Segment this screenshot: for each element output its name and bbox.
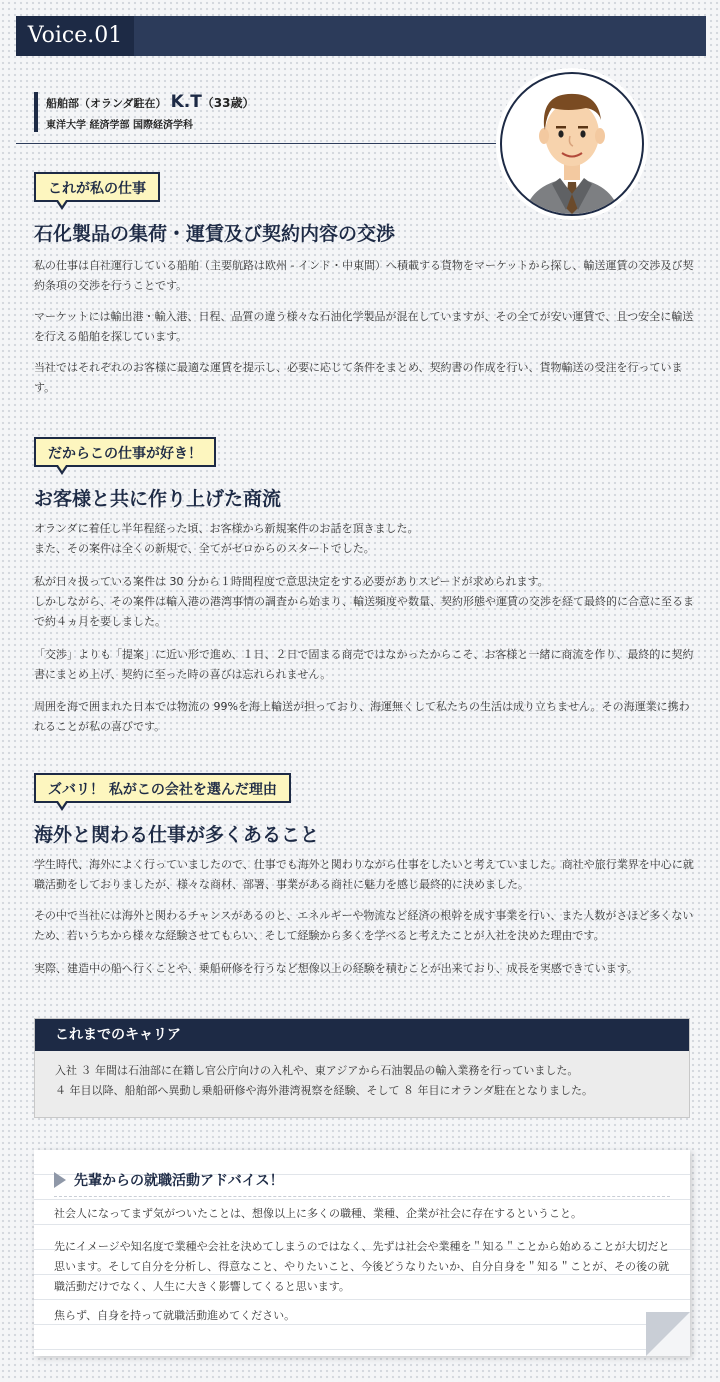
career-box [34,1018,690,1118]
profile-name: K.T [170,92,202,112]
career-line-2: ４ 年目以降、船舶部へ異動し乗船研修や海外港湾視察を経験、そして ８ 年目にオランダ駐在となりました。 [55,1084,594,1097]
career-body [35,1051,689,1111]
section-2-paragraph-1: オランダに着任し半年程経った頃、お客様から新規案件のお話を頂きました。 また、その案件は全くの新規で、全てがゼロからのスタートでした。 [34,522,419,555]
advice-paragraph-3: 焦らず、自身を持って就職活動進めてください。 [54,1309,296,1322]
profile [34,92,255,132]
section-2-title: お客様と共に作り上げた商流 [34,488,282,510]
career-title: これまでのキャリア [35,1019,689,1051]
section-1-tag: これが私の仕事 [34,172,160,202]
advice-heading [54,1170,284,1190]
section-2-paragraph-2: 私が日々扱っている案件は 30 分から１時間程度で意思決定をする必要がありスピードが求められます。 しかしながら、その案件は輸入港の港湾事情の調査から始まり、輸送頻度や数量、契約形態や運賃の交渉を経て最終的に合意に至るまで約４ヵ月を要しました。 [34,575,694,628]
section-1-title: 石化製品の集荷・運賃及び契約内容の交渉 [34,223,396,245]
profile-department: 船舶部（オランダ駐在） [46,97,167,110]
career-line-1: 入社 ３ 年間は石油部に在籍し官公庁向けの入札や、東アジアから石油製品の輸入業務を行っていました。 [55,1064,579,1077]
advice-divider [54,1196,670,1197]
advice-paragraph-2: 先にイメージや知名度で業種や会社を決めてしまうのではなく、先ずは社会や業種を＂知る＂ことから始めることが大切だと思います。そして自分を分析し、得意なこと、やりたいこと、今後どうなりたいか、自分自身を＂知る＂ことが、その後の就職活動だけでなく、人生に大きく影響してくると思います。 [54,1240,670,1293]
voice-label: Voice.01 [16,16,134,56]
section-3-title: 海外と関わる仕事が多くあること [34,824,320,846]
section-1-paragraph-3: 当社ではそれぞれのお客様に最適な運賃を提示し、必要に応じて条件をまとめ、契約書の作成を行い、貨物輸送の受注を行っています。 [34,361,683,394]
avatar [500,72,644,216]
profile-school: 東洋大学 経済学部 国際経済学科 [46,120,193,131]
advice-card [34,1150,690,1356]
advice-title: 先輩からの就職活動アドバイス！ [74,1173,284,1189]
section-2-paragraph-3: 「交渉」よりも「提案」に近い形で進め、１日、２日で固まる商売ではなかったからこそ、お客様と一緒に商流を作り、最終的に契約書にまとめ上げ、契約に至った時の喜びは忘れられません。 [34,648,694,681]
advice-paragraph-1: 社会人になってまず気がついたことは、想像以上に多くの職種、業種、企業が社会に存在するということ。 [54,1207,582,1220]
voice-header [16,16,706,56]
play-triangle-icon [54,1172,66,1188]
profile-age: （33歳） [201,96,255,110]
section-1-paragraph-2: マーケットには輸出港・輸入港、日程、品質の違う様々な石油化学製品が混在していますが、その全てが安い運賃で、且つ安全に輸送を行える船舶を探しています。 [34,310,694,343]
businessman-illustration [502,74,642,214]
section-2-paragraph-4: 周囲を海で囲まれた日本では物流の 99%を海上輸送が担っており、海運無くして私たちの生活は成り立ちません。その海運業に携われることが私の喜びです。 [34,700,690,733]
profile-divider [16,143,516,144]
section-3-tag: ズバリ！ 私がこの会社を選んだ理由 [34,773,291,803]
section-3-paragraph-2: その中で当社には海外と関わるチャンスがあるのと、エネルギーや物流など経済の根幹を成す事業を行い、また人数がさほど多くないため、若いうちから様々な経験させてもらい、そして経験から多くを学べると考えたことが入社を決めた理由です。 [34,909,694,942]
section-1-paragraph-1: 私の仕事は自社運行している船舶（主要航路は欧州 - インド・中東間）へ積載する貨物をマーケットから探し、輸送運賃の交渉及び契約条項の交渉を行うことです。 [34,259,694,292]
section-3-paragraph-1: 学生時代、海外によく行っていましたので、仕事でも海外と関わりながら仕事をしたいと考えていました。商社や旅行業界を中心に就職活動をしておりましたが、様々な商材、部署、事業がある商社に魅力を感じ最終的に決めました。 [34,858,694,891]
section-3-paragraph-3: 実際、建造中の船へ行くことや、乗船研修を行うなど想像以上の経験を積むことが出来ており、成長を実感できています。 [34,962,638,975]
section-2-tag: だからこの仕事が好き！ [34,437,216,467]
page-curl-corner [646,1312,690,1356]
